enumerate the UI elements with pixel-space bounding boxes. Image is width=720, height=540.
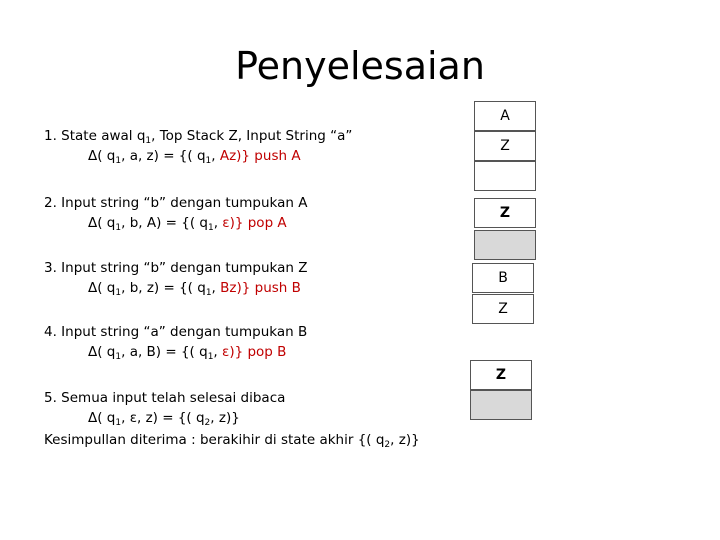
step-5 [44,388,285,428]
step-4-line1: 4. Input string “a” dengan tumpukan B [44,324,308,340]
step-1-transition: Δ( $q_1$, a, z) = {( $q_1$, Az)} push A [88,148,301,166]
page-title: Penyelesaian [235,44,485,88]
step-2-line1: 2. Input string “b” dengan tumpukan A [44,195,308,211]
step-1-line1: 1. State awal $q_1$, Top Stack Z, Input String “a” [44,128,353,146]
stack-4-cell-top: Z [470,360,532,390]
step-2 [44,193,308,233]
stack-1-cell-top: A [474,101,536,131]
conclusion: Kesimpullan diterima : berakihir di state akhir {( $q_2$, z)} [44,432,420,450]
stack-1-cell-bottom [474,161,536,191]
step-2-transition: Δ( $q_1$, b, A) = {( $q_1$, ε)} pop A [88,215,287,233]
step-4-transition: Δ( $q_1$, a, B) = {( $q_1$, ε)} pop B [88,344,287,362]
step-4 [44,322,307,362]
step-5-line1: 5. Semua input telah selesai dibaca [44,390,286,406]
stack-4-cell-bottom [470,390,532,420]
stack-2-cell-top: Z [474,198,536,228]
step-1 [44,126,352,166]
stack-2-cell-bottom [474,230,536,260]
step-5-transition: Δ( $q_1$, ε, z) = {( $q_2$, z)} [88,410,240,428]
stack-3-cell-top: B [472,263,534,293]
stack-3-cell-bottom: Z [472,294,534,324]
step-3 [44,258,308,298]
stack-1-cell-middle: Z [474,131,536,161]
step-3-line1: 3. Input string “b” dengan tumpukan Z [44,260,308,276]
step-3-transition: Δ( $q_1$, b, z) = {( $q_1$, Bz)} push B [88,280,301,298]
